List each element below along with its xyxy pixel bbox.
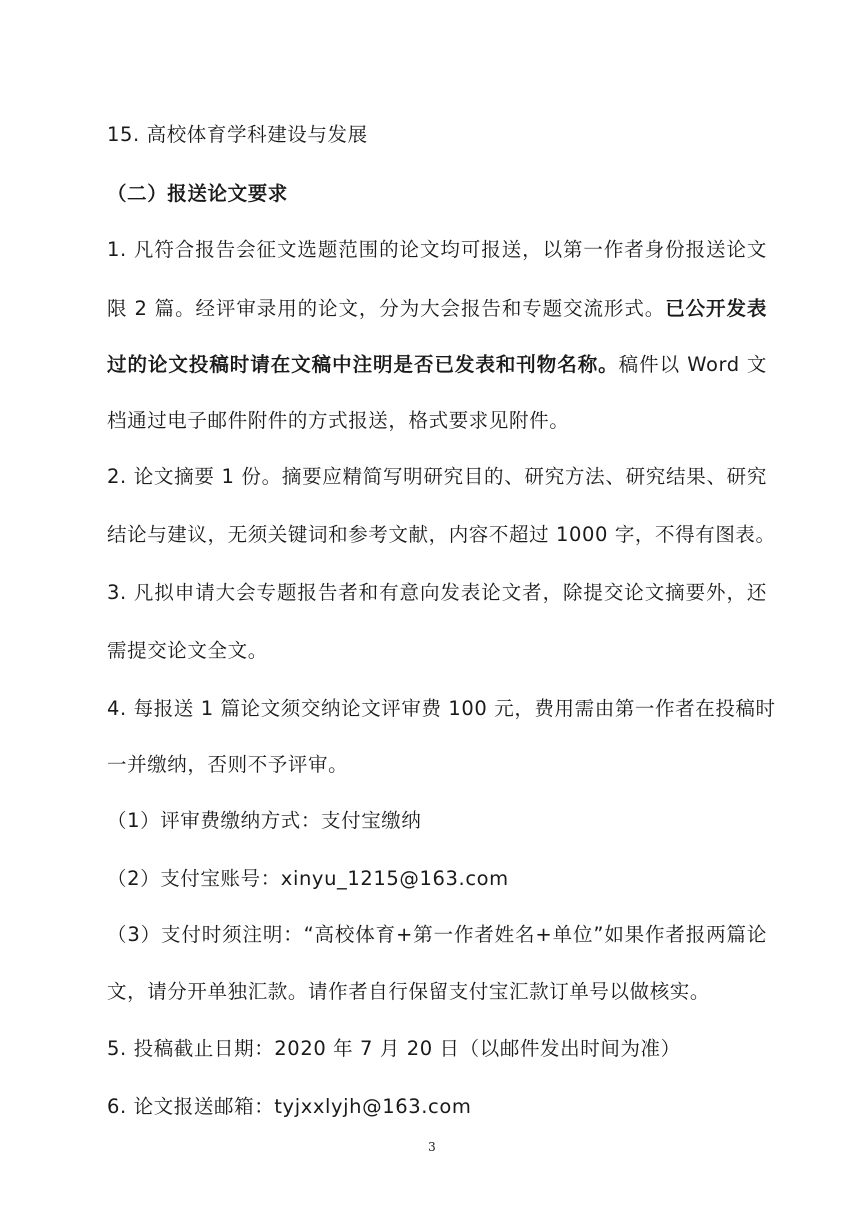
paragraph-line: 结论与建议，无须关键词和参考文献，内容不超过 1000 字，不得有图表。 bbox=[107, 523, 776, 546]
paragraph-line: 4. 每报送 1 篇论文须交纳论文评审费 100 元，费用需由第一作者在投稿时 bbox=[107, 697, 776, 720]
paragraph-line: 需提交论文全文。 bbox=[107, 639, 268, 662]
paragraph-text: 限 2 篇。经评审录用的论文，分为大会报告和专题交流形式。 bbox=[107, 297, 666, 320]
sub-item-1: （1）评审费缴纳方式：支付宝缴纳 bbox=[107, 809, 422, 832]
paragraph-line bbox=[107, 296, 767, 322]
paragraph-line: 档通过电子邮件附件的方式报送，格式要求见附件。 bbox=[107, 409, 570, 432]
paragraph-line: 一并缴纳，否则不予评审。 bbox=[107, 753, 349, 776]
section-heading: （二）报送论文要求 bbox=[107, 182, 288, 205]
paragraph-line: 2. 论文摘要 1 份。摘要应精简写明研究目的、研究方法、研究结果、研究 bbox=[107, 465, 767, 488]
paragraph-line: 3. 凡拟申请大会专题报告者和有意向发表论文者，除提交论文摘要外，还 bbox=[107, 581, 767, 604]
list-item-15: 15. 高校体育学科建设与发展 bbox=[107, 123, 368, 146]
emphasis-text: 过的论文投稿时请在文稿中注明是否已发表和刊物名称。 bbox=[107, 353, 619, 376]
paragraph-line: 文，请分开单独汇款。请作者自行保留支付宝汇款订单号以做核实。 bbox=[107, 980, 711, 1003]
sub-item-2: （2）支付宝账号：xinyu_1215@163.com bbox=[107, 867, 509, 890]
sub-item-3: （3）支付时须注明：“高校体育+第一作者姓名+单位”如果作者报两篇论 bbox=[107, 923, 767, 946]
email-item: 6. 论文报送邮箱：tyjxxlyjh@163.com bbox=[107, 1095, 472, 1118]
paragraph-line bbox=[107, 352, 767, 378]
page-number: 3 bbox=[428, 1140, 436, 1154]
paragraph-line: 1. 凡符合报告会征文选题范围的论文均可报送，以第一作者身份报送论文 bbox=[107, 238, 767, 261]
emphasis-text: 已公开发表 bbox=[665, 297, 767, 320]
paragraph-text: 稿件以 Word 文 bbox=[618, 353, 767, 376]
deadline-item: 5. 投稿截止日期：2020 年 7 月 20 日（以邮件发出时间为准） bbox=[107, 1037, 681, 1060]
